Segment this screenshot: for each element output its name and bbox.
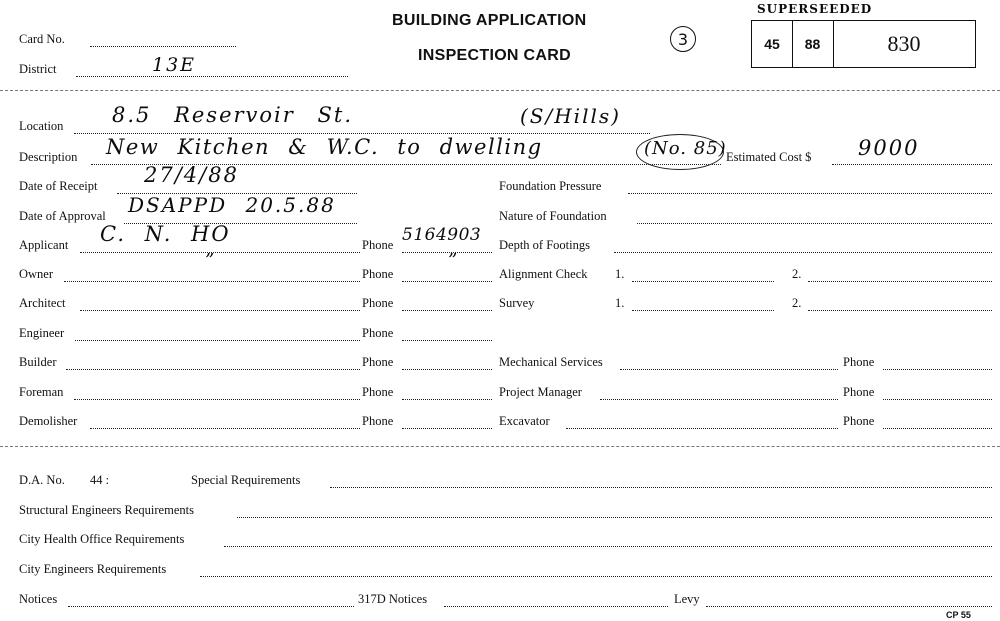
applicant-phone-value: 5164903 [402,225,482,245]
header-divider [0,90,1000,91]
reference-box-cell-2: 88 [792,21,834,67]
depth-of-footings-field[interactable] [614,252,992,253]
location-label: Location [19,119,64,133]
estimated-cost-value: 9000 [858,136,920,160]
alignment-check-opt2: 2. [792,267,802,281]
survey-field-1[interactable] [632,310,774,311]
architect-phone-label: Phone [362,296,394,310]
alignment-check-field-2[interactable] [808,281,992,282]
engineer-phone-field[interactable] [402,340,492,341]
nature-of-foundation-field[interactable] [637,223,992,224]
owner-phone-value: ” [448,250,460,271]
location-value: 8.5 Reservoir St. [112,103,353,127]
reference-box [751,20,976,68]
city-health-label: City Health Office Requirements [19,532,185,546]
foreman-label: Foreman [19,385,64,399]
location-field[interactable] [74,133,650,134]
architect-label: Architect [19,296,66,310]
card-no-field[interactable] [90,46,236,47]
notices-317d-field[interactable] [444,606,668,607]
district-field[interactable] [76,76,348,77]
reference-box-cell-1: 45 [752,21,793,67]
owner-value: ” [205,250,217,271]
owner-field[interactable] [64,281,360,282]
alignment-check-opt1: 1. [615,267,625,281]
engineer-label: Engineer [19,326,65,340]
foreman-field[interactable] [74,399,360,400]
excavator-label: Excavator [499,414,550,428]
applicant-field[interactable] [80,252,360,253]
location-note: (S/Hills) [520,104,621,128]
survey-opt1: 1. [615,296,625,310]
mechanical-services-phone-field[interactable] [883,369,992,370]
nature-of-foundation-label: Nature of Foundation [499,209,607,223]
owner-phone-field[interactable] [402,281,492,282]
applicant-phone-label: Phone [362,238,394,252]
middle-divider [0,446,1000,447]
superseded-note: SUPERSEEDED [757,2,873,16]
form-title-line1: BUILDING APPLICATION [392,12,587,29]
excavator-phone-field[interactable] [883,428,992,429]
notices-field[interactable] [68,606,354,607]
foreman-phone-field[interactable] [402,399,492,400]
city-engineers-field[interactable] [200,576,992,577]
survey-field-2[interactable] [808,310,992,311]
da-no-value: 44 : [90,473,110,487]
levy-field[interactable] [706,606,992,607]
description-value: New Kitchen & W.C. to dwelling [106,135,543,159]
special-requirements-label: Special Requirements [191,473,301,487]
notices-317d-label: 317D Notices [358,592,428,606]
alignment-check-field-1[interactable] [632,281,774,282]
city-engineers-label: City Engineers Requirements [19,562,167,576]
architect-phone-field[interactable] [402,310,492,311]
description-note: (No. 85) [644,138,727,159]
applicant-label: Applicant [19,238,69,252]
structural-engineers-label: Structural Engineers Requirements [19,503,194,517]
date-of-receipt-value: 27/4/88 [144,163,239,187]
engineer-phone-label: Phone [362,326,394,340]
foundation-pressure-label: Foundation Pressure [499,179,602,193]
survey-label: Survey [499,296,535,310]
description-label: Description [19,150,78,164]
applicant-phone-field[interactable] [402,252,492,253]
depth-of-footings-label: Depth of Footings [499,238,590,252]
project-manager-field[interactable] [600,399,838,400]
engineer-field[interactable] [75,340,360,341]
survey-opt2: 2. [792,296,802,310]
date-of-approval-label: Date of Approval [19,209,106,223]
city-health-field[interactable] [224,546,992,547]
foreman-phone-label: Phone [362,385,394,399]
project-manager-phone-field[interactable] [883,399,992,400]
project-manager-label: Project Manager [499,385,582,399]
architect-field[interactable] [80,310,360,311]
district-value: 13E [152,54,197,76]
foundation-pressure-field[interactable] [628,193,992,194]
da-no-label: D.A. No. [19,473,65,487]
builder-label: Builder [19,355,57,369]
structural-engineers-field[interactable] [237,517,992,518]
estimated-cost-field[interactable] [832,164,992,165]
builder-phone-field[interactable] [402,369,492,370]
levy-label: Levy [674,592,700,606]
special-requirements-field[interactable] [330,487,992,488]
demolisher-label: Demolisher [19,414,78,428]
card-no-label: Card No. [19,32,65,46]
mechanical-services-field[interactable] [620,369,838,370]
date-of-receipt-label: Date of Receipt [19,179,98,193]
project-manager-phone-label: Phone [843,385,875,399]
reference-box-cell-3: 830 [887,31,921,56]
date-of-approval-value: DSAPPD 20.5.88 [128,193,336,217]
builder-phone-label: Phone [362,355,394,369]
district-label: District [19,62,57,76]
applicant-value: C. N. HO [100,222,231,246]
builder-field[interactable] [66,369,360,370]
owner-label: Owner [19,267,54,281]
demolisher-phone-label: Phone [362,414,394,428]
circled-number: 3 [670,26,696,52]
notices-label: Notices [19,592,58,606]
demolisher-field[interactable] [90,428,360,429]
demolisher-phone-field[interactable] [402,428,492,429]
form-code: CP 55 [946,610,971,620]
estimated-cost-label: Estimated Cost $ [726,150,812,164]
mechanical-services-phone-label: Phone [843,355,875,369]
excavator-field[interactable] [566,428,838,429]
excavator-phone-label: Phone [843,414,875,428]
alignment-check-label: Alignment Check [499,267,588,281]
form-title-line2: INSPECTION CARD [418,47,571,64]
owner-phone-label: Phone [362,267,394,281]
mechanical-services-label: Mechanical Services [499,355,603,369]
